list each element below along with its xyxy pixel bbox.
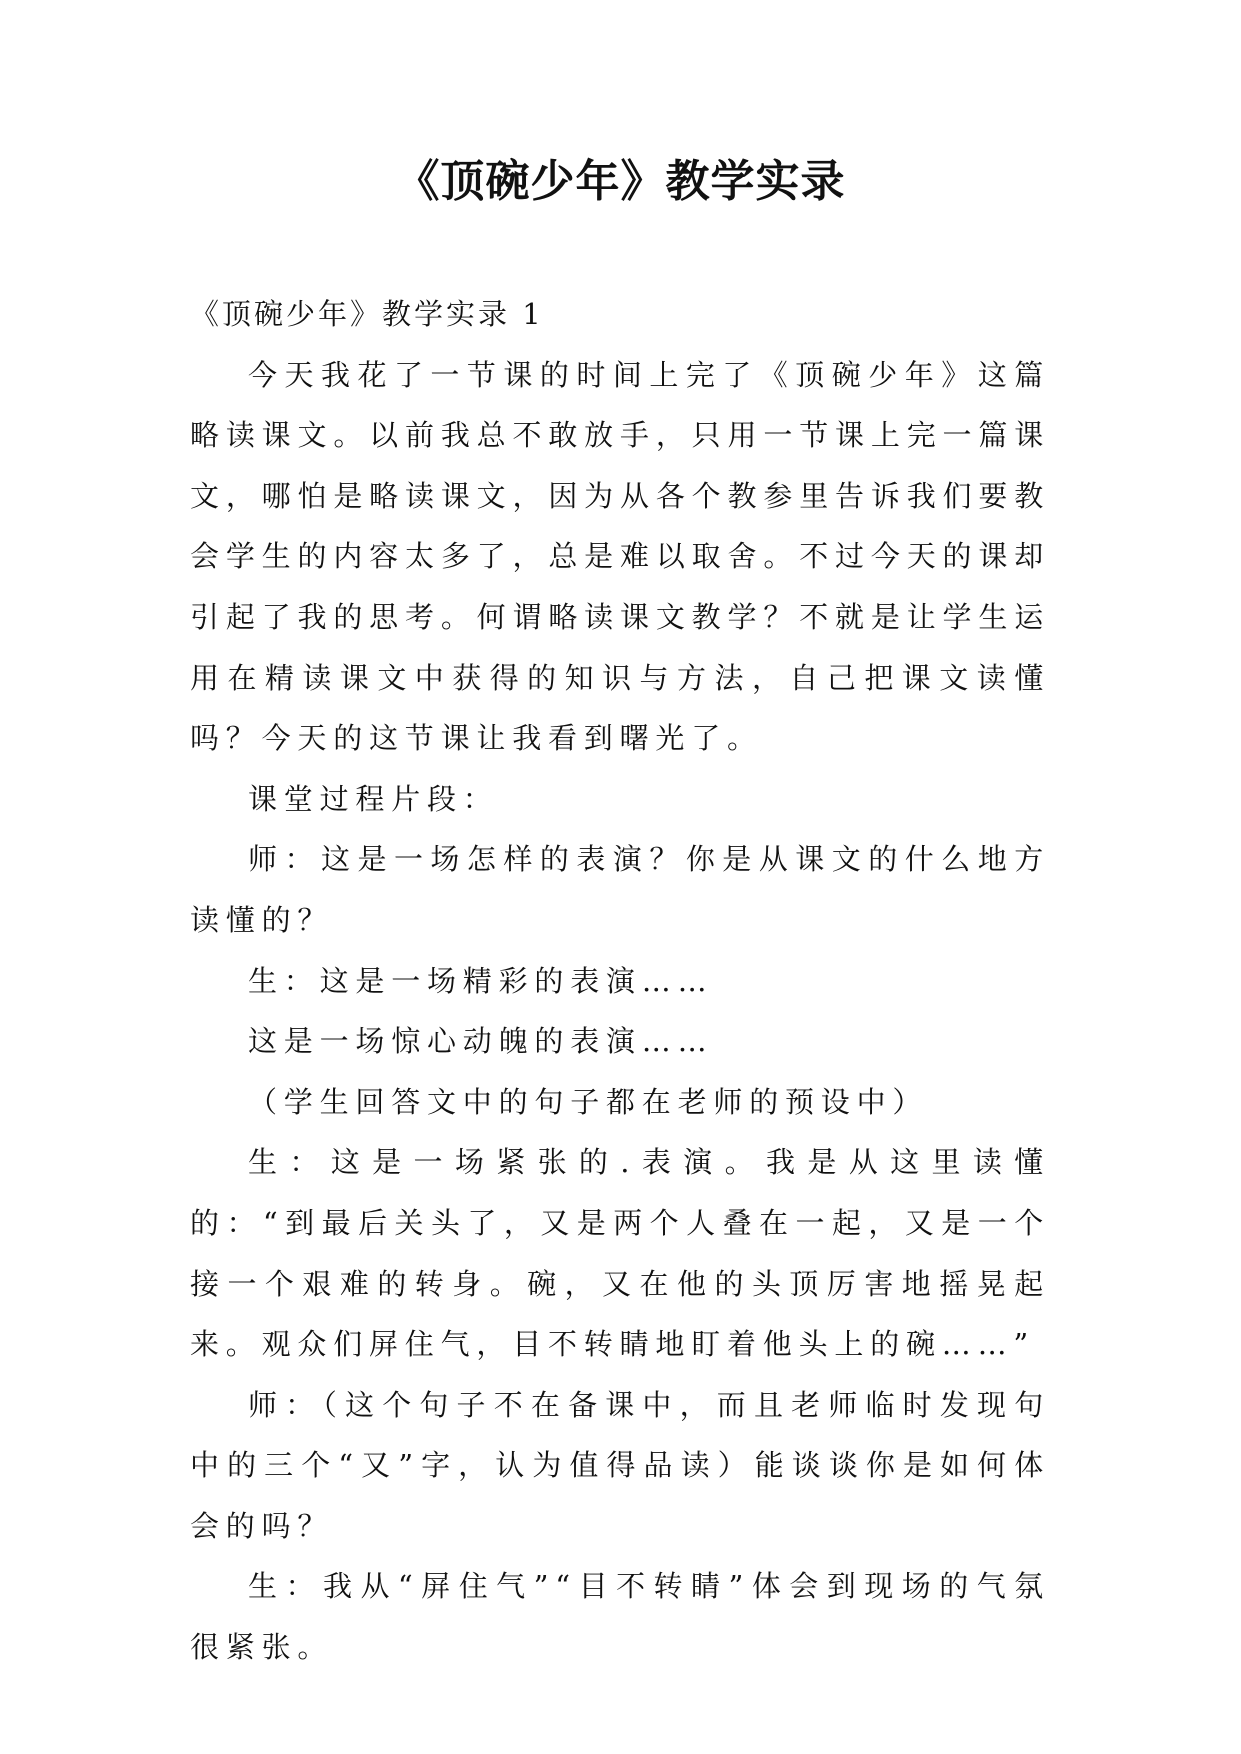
paragraph-student-answer-2: 这是一场惊心动魄的表演…… — [248, 1024, 714, 1059]
paragraph-student-answer-3: 生：这是一场紧张的.表演。我是从这里读懂的：“到最后关头了，又是两个人叠在一起，又是一个接一个艰难的转身。碗，又在他的头顶厉害地摇晃起来。观众们屏住气，目不转睛地盯着他头上的碗……” — [190, 1145, 1050, 1362]
paragraph-segment-label: 课堂过程片段： — [248, 781, 499, 816]
section-heading: 《顶碗少年》教学实录 1 — [190, 297, 544, 331]
paragraph-teacher-question: 师：这是一场怎样的表演？你是从课文的什么地方读懂的？ — [190, 842, 1050, 937]
paragraph-teacher-followup: 师：（这个句子不在备课中，而且老师临时发现句中的三个“又”字，认为值得品读）能谈谈你是如何体会的吗？ — [190, 1387, 1050, 1543]
document-body — [190, 284, 1050, 1678]
paragraph-intro: 今天我花了一节课的时间上完了《顶碗少年》这篇略读课文。以前我总不敢放手，只用一节课上完一篇课文，哪怕是略读课文，因为从各个教参里告诉我们要教会学生的内容太多了，总是难以取舍。不过今天的课却引起了我的思考。何谓略读课文教学？不就是让学生运用在精读课文中获得的知识与方法，自己把课文读懂吗？今天的这节课让我看到曙光了。 — [190, 357, 1050, 756]
paragraph-note: （学生回答文中的句子都在老师的预设中） — [248, 1084, 929, 1119]
paragraph-student-answer-4: 生：我从“屏住气”“目不转睛”体会到现场的气氛很紧张。 — [190, 1569, 1050, 1665]
paragraph-student-answer-1: 生：这是一场精彩的表演…… — [248, 963, 714, 998]
document-title: 《顶碗少年》教学实录 — [395, 156, 846, 207]
